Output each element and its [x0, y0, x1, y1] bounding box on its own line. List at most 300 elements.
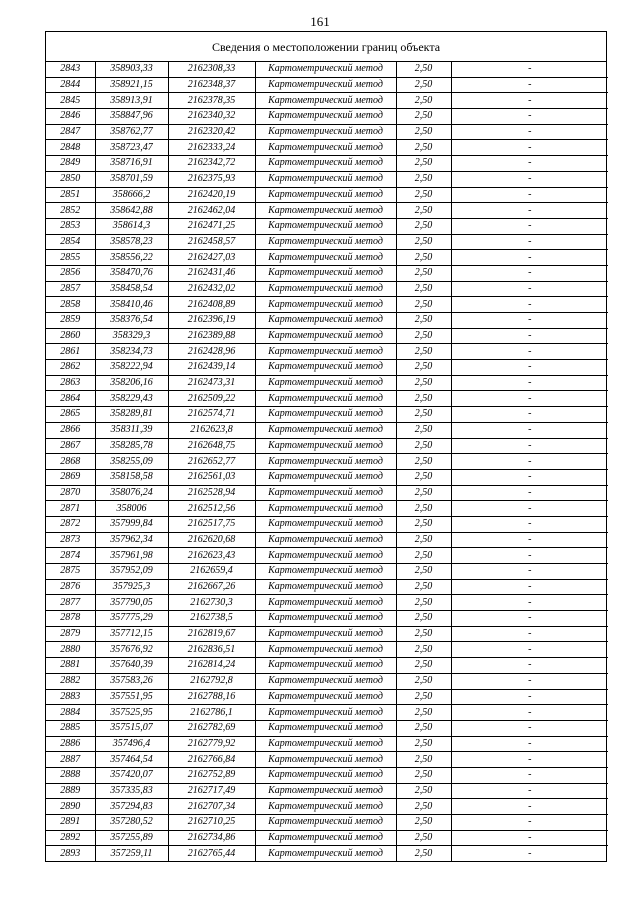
- table-row: [46, 767, 608, 783]
- coordinate-y-cell: 2162765,44: [168, 846, 255, 861]
- table-row: [46, 626, 608, 642]
- coordinate-x-cell: 357775,29: [95, 611, 168, 627]
- coordinate-x-cell: 358311,39: [95, 422, 168, 438]
- method-cell: Картометрический метод: [255, 171, 396, 187]
- accuracy-cell: 2,50: [396, 705, 451, 721]
- table-row: [46, 156, 608, 172]
- coordinate-y-cell: 2162462,04: [168, 203, 255, 219]
- point-number-cell: 2867: [46, 438, 95, 454]
- coordinate-x-cell: 358470,76: [95, 265, 168, 281]
- method-cell: Картометрический метод: [255, 736, 396, 752]
- coordinate-x-cell: 358762,77: [95, 124, 168, 140]
- coordinate-x-cell: 357525,95: [95, 705, 168, 721]
- accuracy-cell: 2,50: [396, 642, 451, 658]
- coordinate-y-cell: 2162408,89: [168, 297, 255, 313]
- coordinate-x-cell: 357255,89: [95, 830, 168, 846]
- method-cell: Картометрический метод: [255, 422, 396, 438]
- point-number-cell: 2893: [46, 846, 95, 861]
- coordinate-y-cell: 2162420,19: [168, 187, 255, 203]
- coordinate-y-cell: 2162782,69: [168, 720, 255, 736]
- coordinate-y-cell: 2162428,96: [168, 344, 255, 360]
- description-cell: -: [451, 548, 608, 564]
- coordinate-x-cell: 358076,24: [95, 485, 168, 501]
- method-cell: Картометрический метод: [255, 109, 396, 125]
- coordinate-y-cell: 2162814,24: [168, 658, 255, 674]
- coordinate-y-cell: 2162427,03: [168, 250, 255, 266]
- accuracy-cell: 2,50: [396, 767, 451, 783]
- accuracy-cell: 2,50: [396, 313, 451, 329]
- description-cell: -: [451, 689, 608, 705]
- coordinate-x-cell: 357712,15: [95, 626, 168, 642]
- accuracy-cell: 2,50: [396, 611, 451, 627]
- method-cell: Картометрический метод: [255, 548, 396, 564]
- coordinate-y-cell: 2162342,72: [168, 156, 255, 172]
- point-number-cell: 2848: [46, 140, 95, 156]
- table-row: [46, 360, 608, 376]
- description-cell: -: [451, 595, 608, 611]
- table-row: [46, 673, 608, 689]
- coordinate-x-cell: 358289,81: [95, 407, 168, 423]
- method-cell: Картометрический метод: [255, 250, 396, 266]
- coordinate-x-cell: 358913,91: [95, 93, 168, 109]
- coordinate-y-cell: 2162788,16: [168, 689, 255, 705]
- accuracy-cell: 2,50: [396, 250, 451, 266]
- point-number-cell: 2843: [46, 62, 95, 77]
- coordinate-x-cell: 358255,09: [95, 454, 168, 470]
- coordinate-y-cell: 2162779,92: [168, 736, 255, 752]
- coordinate-x-cell: 358285,78: [95, 438, 168, 454]
- description-cell: -: [451, 767, 608, 783]
- coordinate-x-cell: 357294,83: [95, 799, 168, 815]
- description-cell: -: [451, 579, 608, 595]
- coordinate-x-cell: 358229,43: [95, 391, 168, 407]
- coordinate-y-cell: 2162623,43: [168, 548, 255, 564]
- table-row: [46, 391, 608, 407]
- accuracy-cell: 2,50: [396, 673, 451, 689]
- method-cell: Картометрический метод: [255, 516, 396, 532]
- description-cell: -: [451, 438, 608, 454]
- coordinate-y-cell: 2162667,26: [168, 579, 255, 595]
- description-cell: -: [451, 736, 608, 752]
- coordinate-x-cell: 357496,4: [95, 736, 168, 752]
- method-cell: Картометрический метод: [255, 407, 396, 423]
- point-number-cell: 2854: [46, 234, 95, 250]
- point-number-cell: 2845: [46, 93, 95, 109]
- description-cell: -: [451, 375, 608, 391]
- coordinate-x-cell: 358410,46: [95, 297, 168, 313]
- method-cell: Картометрический метод: [255, 485, 396, 501]
- accuracy-cell: 2,50: [396, 736, 451, 752]
- description-cell: -: [451, 815, 608, 831]
- point-number-cell: 2891: [46, 815, 95, 831]
- table-row: [46, 815, 608, 831]
- coordinate-y-cell: 2162707,34: [168, 799, 255, 815]
- table-row: [46, 579, 608, 595]
- coordinate-y-cell: 2162517,75: [168, 516, 255, 532]
- coordinate-y-cell: 2162738,5: [168, 611, 255, 627]
- method-cell: Картометрический метод: [255, 564, 396, 580]
- table-row: [46, 658, 608, 674]
- point-number-cell: 2885: [46, 720, 95, 736]
- method-cell: Картометрический метод: [255, 156, 396, 172]
- coordinate-y-cell: 2162652,77: [168, 454, 255, 470]
- coordinates-table: [46, 62, 608, 861]
- point-number-cell: 2876: [46, 579, 95, 595]
- method-cell: Картометрический метод: [255, 281, 396, 297]
- coordinate-y-cell: 2162710,25: [168, 815, 255, 831]
- point-number-cell: 2879: [46, 626, 95, 642]
- table-row: [46, 564, 608, 580]
- coordinate-y-cell: 2162396,19: [168, 313, 255, 329]
- accuracy-cell: 2,50: [396, 297, 451, 313]
- method-cell: Картометрический метод: [255, 469, 396, 485]
- table-row: [46, 62, 608, 77]
- table-row: [46, 297, 608, 313]
- description-cell: -: [451, 187, 608, 203]
- table-row: [46, 736, 608, 752]
- coordinate-y-cell: 2162439,14: [168, 360, 255, 376]
- accuracy-cell: 2,50: [396, 720, 451, 736]
- accuracy-cell: 2,50: [396, 799, 451, 815]
- method-cell: Картометрический метод: [255, 579, 396, 595]
- description-cell: -: [451, 203, 608, 219]
- point-number-cell: 2878: [46, 611, 95, 627]
- point-number-cell: 2866: [46, 422, 95, 438]
- point-number-cell: 2880: [46, 642, 95, 658]
- table-row: [46, 532, 608, 548]
- point-number-cell: 2877: [46, 595, 95, 611]
- table-row: [46, 799, 608, 815]
- coordinate-y-cell: 2162431,46: [168, 265, 255, 281]
- point-number-cell: 2850: [46, 171, 95, 187]
- coordinate-y-cell: 2162659,4: [168, 564, 255, 580]
- point-number-cell: 2884: [46, 705, 95, 721]
- table-row: [46, 344, 608, 360]
- coordinate-y-cell: 2162792,8: [168, 673, 255, 689]
- point-number-cell: 2890: [46, 799, 95, 815]
- coordinate-x-cell: 358666,2: [95, 187, 168, 203]
- coordinate-x-cell: 358329,3: [95, 328, 168, 344]
- coordinate-x-cell: 357259,11: [95, 846, 168, 861]
- coordinate-y-cell: 2162730,3: [168, 595, 255, 611]
- coordinate-x-cell: 358847,96: [95, 109, 168, 125]
- coordinate-y-cell: 2162836,51: [168, 642, 255, 658]
- coordinate-y-cell: 2162509,22: [168, 391, 255, 407]
- description-cell: -: [451, 77, 608, 93]
- accuracy-cell: 2,50: [396, 328, 451, 344]
- point-number-cell: 2870: [46, 485, 95, 501]
- coordinate-y-cell: 2162648,75: [168, 438, 255, 454]
- table-row: [46, 485, 608, 501]
- coordinate-y-cell: 2162752,89: [168, 767, 255, 783]
- point-number-cell: 2851: [46, 187, 95, 203]
- method-cell: Картометрический метод: [255, 438, 396, 454]
- accuracy-cell: 2,50: [396, 846, 451, 861]
- coordinate-y-cell: 2162389,88: [168, 328, 255, 344]
- table-row: [46, 422, 608, 438]
- method-cell: Картометрический метод: [255, 642, 396, 658]
- point-number-cell: 2887: [46, 752, 95, 768]
- point-number-cell: 2847: [46, 124, 95, 140]
- coordinate-y-cell: 2162717,49: [168, 783, 255, 799]
- coordinate-x-cell: 358614,3: [95, 218, 168, 234]
- description-cell: -: [451, 250, 608, 266]
- accuracy-cell: 2,50: [396, 281, 451, 297]
- accuracy-cell: 2,50: [396, 579, 451, 595]
- accuracy-cell: 2,50: [396, 391, 451, 407]
- point-number-cell: 2860: [46, 328, 95, 344]
- description-cell: -: [451, 626, 608, 642]
- description-cell: -: [451, 611, 608, 627]
- point-number-cell: 2874: [46, 548, 95, 564]
- point-number-cell: 2853: [46, 218, 95, 234]
- coordinate-x-cell: 358206,16: [95, 375, 168, 391]
- table-row: [46, 689, 608, 705]
- point-number-cell: 2863: [46, 375, 95, 391]
- coordinate-x-cell: 357280,52: [95, 815, 168, 831]
- method-cell: Картометрический метод: [255, 815, 396, 831]
- point-number-cell: 2856: [46, 265, 95, 281]
- description-cell: -: [451, 830, 608, 846]
- table-row: [46, 611, 608, 627]
- method-cell: Картометрический метод: [255, 767, 396, 783]
- boundary-sheet: [45, 31, 607, 862]
- point-number-cell: 2844: [46, 77, 95, 93]
- coordinate-y-cell: 2162623,8: [168, 422, 255, 438]
- accuracy-cell: 2,50: [396, 815, 451, 831]
- table-row: [46, 124, 608, 140]
- coordinate-x-cell: 358716,91: [95, 156, 168, 172]
- coordinate-y-cell: 2162620,68: [168, 532, 255, 548]
- method-cell: Картометрический метод: [255, 689, 396, 705]
- coordinate-y-cell: 2162512,56: [168, 501, 255, 517]
- table-row: [46, 642, 608, 658]
- coordinate-x-cell: 358222,94: [95, 360, 168, 376]
- coordinate-y-cell: 2162340,32: [168, 109, 255, 125]
- coordinate-y-cell: 2162819,67: [168, 626, 255, 642]
- description-cell: -: [451, 218, 608, 234]
- coordinate-y-cell: 2162378,35: [168, 93, 255, 109]
- table-row: [46, 705, 608, 721]
- coordinate-y-cell: 2162734,86: [168, 830, 255, 846]
- point-number-cell: 2864: [46, 391, 95, 407]
- description-cell: -: [451, 564, 608, 580]
- coordinate-x-cell: 357925,3: [95, 579, 168, 595]
- table-row: [46, 454, 608, 470]
- method-cell: Картометрический метод: [255, 297, 396, 313]
- coordinate-x-cell: 357676,92: [95, 642, 168, 658]
- method-cell: Картометрический метод: [255, 328, 396, 344]
- coordinate-y-cell: 2162561,03: [168, 469, 255, 485]
- point-number-cell: 2872: [46, 516, 95, 532]
- coordinate-x-cell: 357551,95: [95, 689, 168, 705]
- accuracy-cell: 2,50: [396, 422, 451, 438]
- accuracy-cell: 2,50: [396, 407, 451, 423]
- point-number-cell: 2868: [46, 454, 95, 470]
- point-number-cell: 2892: [46, 830, 95, 846]
- coordinate-x-cell: 358556,22: [95, 250, 168, 266]
- table-row: [46, 328, 608, 344]
- method-cell: Картометрический метод: [255, 203, 396, 219]
- coordinate-y-cell: 2162574,71: [168, 407, 255, 423]
- description-cell: -: [451, 752, 608, 768]
- accuracy-cell: 2,50: [396, 783, 451, 799]
- coordinate-y-cell: 2162320,42: [168, 124, 255, 140]
- coordinate-x-cell: 357952,09: [95, 564, 168, 580]
- description-cell: -: [451, 391, 608, 407]
- table-row: [46, 313, 608, 329]
- description-cell: -: [451, 485, 608, 501]
- coordinate-x-cell: 357515,07: [95, 720, 168, 736]
- accuracy-cell: 2,50: [396, 360, 451, 376]
- accuracy-cell: 2,50: [396, 109, 451, 125]
- page-number: 161: [310, 14, 330, 29]
- description-cell: -: [451, 93, 608, 109]
- description-cell: -: [451, 297, 608, 313]
- table-row: [46, 109, 608, 125]
- accuracy-cell: 2,50: [396, 218, 451, 234]
- accuracy-cell: 2,50: [396, 77, 451, 93]
- method-cell: Картометрический метод: [255, 234, 396, 250]
- coordinate-x-cell: 358006: [95, 501, 168, 517]
- description-cell: -: [451, 532, 608, 548]
- method-cell: Картометрический метод: [255, 799, 396, 815]
- method-cell: Картометрический метод: [255, 391, 396, 407]
- accuracy-cell: 2,50: [396, 830, 451, 846]
- method-cell: Картометрический метод: [255, 626, 396, 642]
- accuracy-cell: 2,50: [396, 689, 451, 705]
- accuracy-cell: 2,50: [396, 265, 451, 281]
- table-row: [46, 438, 608, 454]
- method-cell: Картометрический метод: [255, 77, 396, 93]
- section-title: Сведения о местоположении границ объекта: [46, 32, 606, 62]
- point-number-cell: 2865: [46, 407, 95, 423]
- coordinate-y-cell: 2162375,93: [168, 171, 255, 187]
- point-number-cell: 2849: [46, 156, 95, 172]
- table-row: [46, 720, 608, 736]
- point-number-cell: 2889: [46, 783, 95, 799]
- description-cell: -: [451, 328, 608, 344]
- coordinate-y-cell: 2162348,37: [168, 77, 255, 93]
- coordinate-x-cell: 357962,34: [95, 532, 168, 548]
- coordinate-y-cell: 2162471,25: [168, 218, 255, 234]
- point-number-cell: 2861: [46, 344, 95, 360]
- point-number-cell: 2888: [46, 767, 95, 783]
- coordinate-y-cell: 2162308,33: [168, 62, 255, 77]
- point-number-cell: 2873: [46, 532, 95, 548]
- table-row: [46, 171, 608, 187]
- table-row: [46, 218, 608, 234]
- point-number-cell: 2855: [46, 250, 95, 266]
- table-row: [46, 250, 608, 266]
- method-cell: Картометрический метод: [255, 360, 396, 376]
- point-number-cell: 2871: [46, 501, 95, 517]
- description-cell: -: [451, 156, 608, 172]
- description-cell: -: [451, 501, 608, 517]
- point-number-cell: 2882: [46, 673, 95, 689]
- table-row: [46, 469, 608, 485]
- method-cell: Картометрический метод: [255, 846, 396, 861]
- coordinate-x-cell: 357790,05: [95, 595, 168, 611]
- accuracy-cell: 2,50: [396, 234, 451, 250]
- method-cell: Картометрический метод: [255, 501, 396, 517]
- method-cell: Картометрический метод: [255, 783, 396, 799]
- coordinate-x-cell: 357999,84: [95, 516, 168, 532]
- coordinate-y-cell: 2162786,1: [168, 705, 255, 721]
- method-cell: Картометрический метод: [255, 218, 396, 234]
- coordinate-x-cell: 358701,59: [95, 171, 168, 187]
- coordinate-x-cell: 358921,15: [95, 77, 168, 93]
- description-cell: -: [451, 799, 608, 815]
- method-cell: Картометрический метод: [255, 830, 396, 846]
- accuracy-cell: 2,50: [396, 375, 451, 391]
- description-cell: -: [451, 344, 608, 360]
- description-cell: -: [451, 705, 608, 721]
- accuracy-cell: 2,50: [396, 532, 451, 548]
- accuracy-cell: 2,50: [396, 626, 451, 642]
- point-number-cell: 2862: [46, 360, 95, 376]
- table-row: [46, 77, 608, 93]
- coordinate-x-cell: 358578,23: [95, 234, 168, 250]
- method-cell: Картометрический метод: [255, 705, 396, 721]
- table-row: [46, 375, 608, 391]
- description-cell: -: [451, 109, 608, 125]
- description-cell: -: [451, 846, 608, 861]
- point-number-cell: 2859: [46, 313, 95, 329]
- method-cell: Картометрический метод: [255, 124, 396, 140]
- description-cell: -: [451, 673, 608, 689]
- point-number-cell: 2886: [46, 736, 95, 752]
- table-row: [46, 234, 608, 250]
- coordinate-x-cell: 358158,58: [95, 469, 168, 485]
- coordinate-y-cell: 2162528,94: [168, 485, 255, 501]
- method-cell: Картометрический метод: [255, 611, 396, 627]
- accuracy-cell: 2,50: [396, 344, 451, 360]
- accuracy-cell: 2,50: [396, 485, 451, 501]
- coordinate-x-cell: 357961,98: [95, 548, 168, 564]
- method-cell: Картометрический метод: [255, 140, 396, 156]
- point-number-cell: 2881: [46, 658, 95, 674]
- accuracy-cell: 2,50: [396, 203, 451, 219]
- description-cell: -: [451, 783, 608, 799]
- method-cell: Картометрический метод: [255, 187, 396, 203]
- accuracy-cell: 2,50: [396, 469, 451, 485]
- table-row: [46, 93, 608, 109]
- table-row: [46, 548, 608, 564]
- description-cell: -: [451, 234, 608, 250]
- description-cell: -: [451, 642, 608, 658]
- method-cell: Картометрический метод: [255, 720, 396, 736]
- table-row: [46, 203, 608, 219]
- accuracy-cell: 2,50: [396, 93, 451, 109]
- coordinate-x-cell: 358723,47: [95, 140, 168, 156]
- table-row: [46, 752, 608, 768]
- method-cell: Картометрический метод: [255, 93, 396, 109]
- table-row: [46, 501, 608, 517]
- table-row: [46, 830, 608, 846]
- point-number-cell: 2883: [46, 689, 95, 705]
- method-cell: Картометрический метод: [255, 375, 396, 391]
- method-cell: Картометрический метод: [255, 532, 396, 548]
- table-row: [46, 846, 608, 861]
- method-cell: Картометрический метод: [255, 752, 396, 768]
- description-cell: -: [451, 407, 608, 423]
- method-cell: Картометрический метод: [255, 265, 396, 281]
- accuracy-cell: 2,50: [396, 438, 451, 454]
- point-number-cell: 2858: [46, 297, 95, 313]
- method-cell: Картометрический метод: [255, 673, 396, 689]
- description-cell: -: [451, 124, 608, 140]
